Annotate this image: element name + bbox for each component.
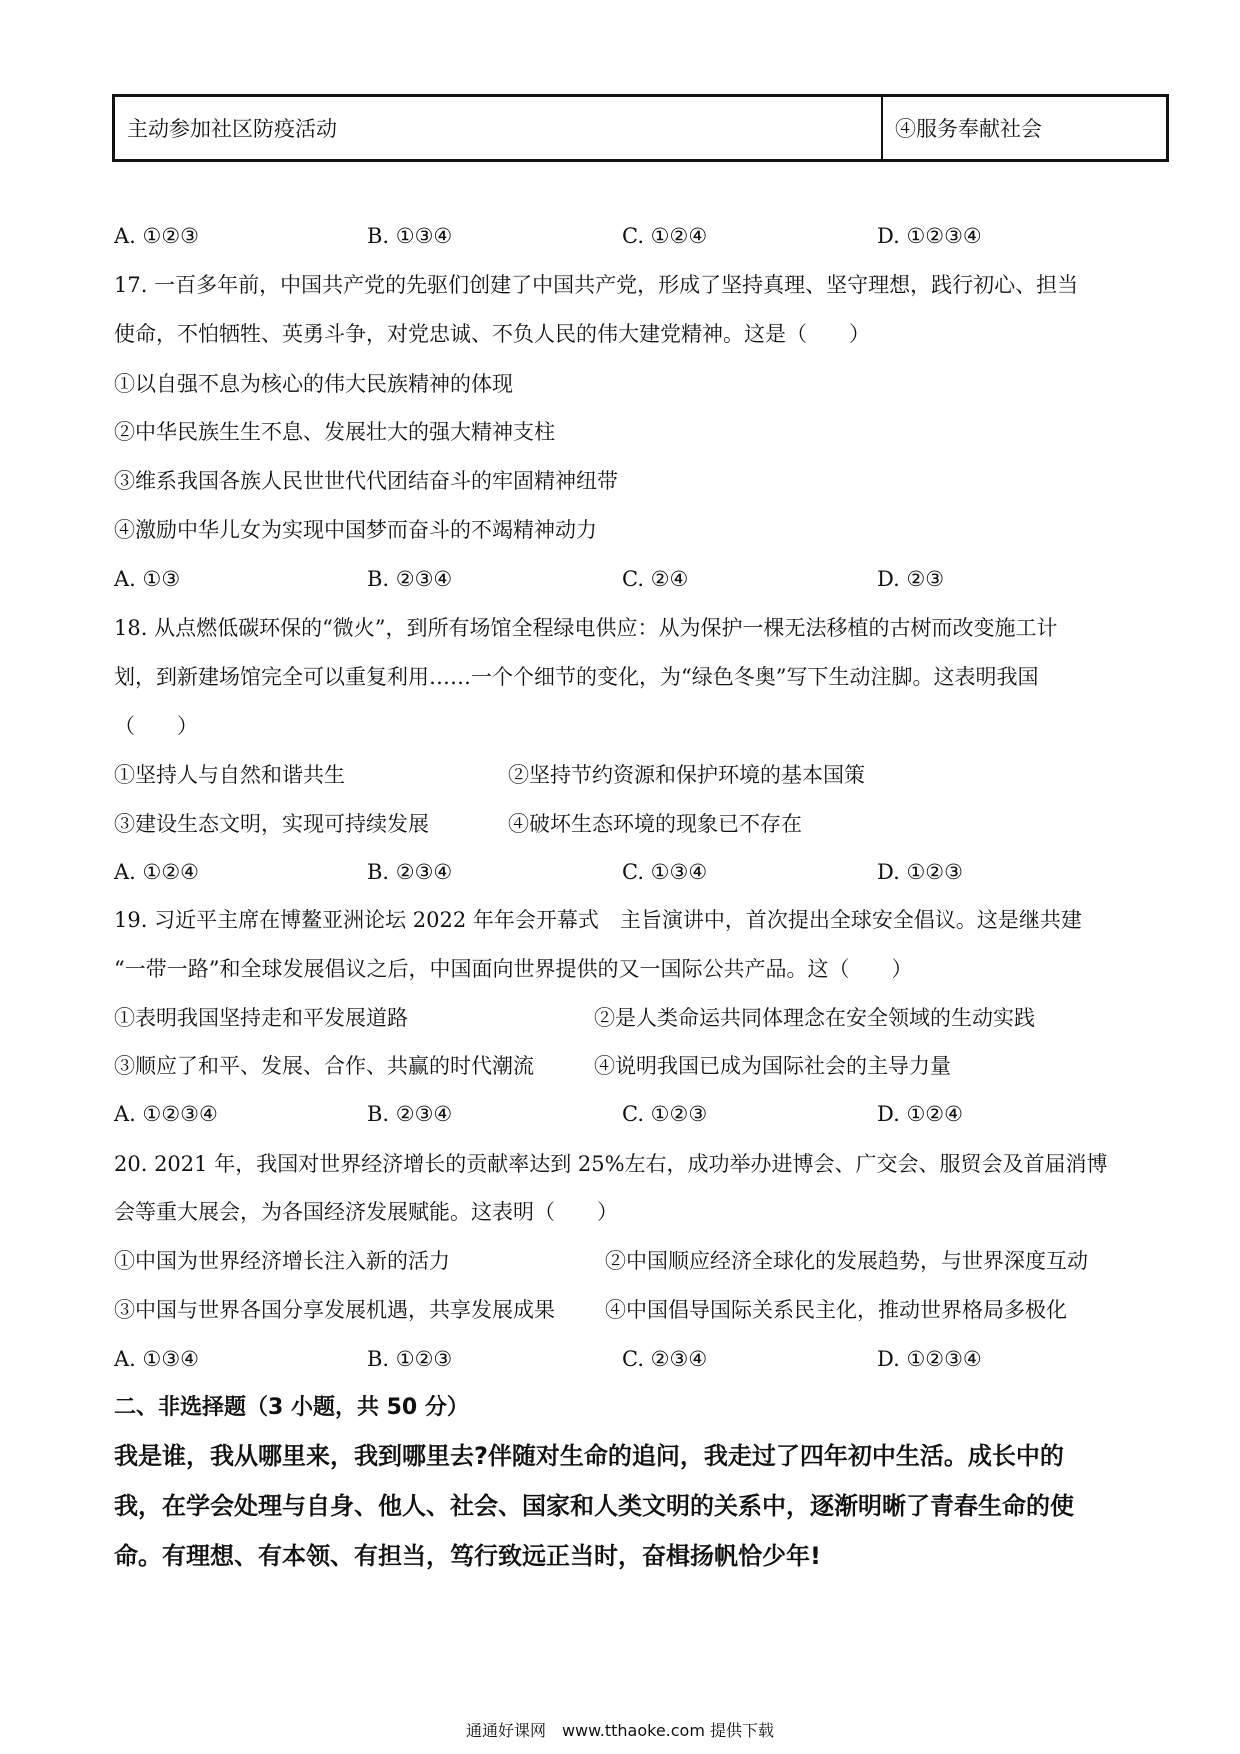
table-cell-left: 主动参加社区防疫活动 (114, 96, 883, 161)
q20-statement-4: ④中国倡导国际关系民主化，推动世界格局多极化 (605, 1298, 1067, 1322)
q17-option-b: B. ②③④ (367, 567, 453, 591)
q18-stem-line-3: （ ） (114, 714, 198, 738)
q18-option-d: D. ①②③ (877, 860, 963, 884)
q19-option-a: A. ①②③④ (114, 1102, 218, 1126)
q16-option-c: C. ①②④ (622, 224, 708, 248)
table-row (114, 96, 1168, 161)
q18-statement-4: ④破坏生态环境的现象已不存在 (508, 812, 802, 836)
q20-statement-2: ②中国顺应经济全球化的发展趋势，与世界深度互动 (605, 1249, 1088, 1273)
q16-option-d: D. ①②③④ (877, 224, 982, 248)
q17-statement-3: ③维系我国各族人民世世代代团结奋斗的牢固精神纽带 (114, 469, 618, 493)
q19-stem-line-2: “一带一路”和全球发展倡议之后，中国面向世界提供的又一国际公共产品。这（ ） (114, 957, 913, 981)
q17-stem-line-2: 使命，不怕牺牲、英勇斗争，对党忠诚、不负人民的伟大建党精神。这是（ ） (114, 322, 870, 346)
q18-statement-2: ②坚持节约资源和保护环境的基本国策 (508, 763, 865, 787)
q17-statement-2: ②中华民族生生不息、发展壮大的强大精神支柱 (114, 420, 555, 444)
q19-statement-2: ②是人类命运共同体理念在安全领域的生动实践 (594, 1006, 1035, 1030)
q19-option-c: C. ①②③ (622, 1102, 708, 1126)
q20-stem-line-1: 20. 2021 年，我国对世界经济增长的贡献率达到 25%左右，成功举办进博会、广交会、服贸会及首届消博 (114, 1152, 1108, 1176)
q19-stem-line-1: 19. 习近平主席在博鳌亚洲论坛 2022 年年会开幕式 主旨演讲中，首次提出全球安全倡议。这是继共建 (114, 908, 1082, 932)
section-paragraph-line-3: 命。有理想、有本领、有担当，笃行致远正当时，奋楫扬帆恰少年! (114, 1542, 821, 1570)
table-cell-right: ④服务奉献社会 (882, 96, 1168, 161)
q18-stem-line-1: 18. 从点燃低碳环保的“微火”，到所有场馆全程绿电供应：从为保护一棵无法移植的古树而改变施工计 (114, 616, 1058, 640)
q20-stem-line-2: 会等重大展会，为各国经济发展赋能。这表明（ ） (114, 1200, 618, 1224)
q18-stem-line-2: 划，到新建场馆完全可以重复利用……一个个细节的变化，为“绿色冬奥”写下生动注脚。这表明我国 (114, 665, 1039, 689)
q18-option-b: B. ②③④ (367, 860, 453, 884)
q20-option-b: B. ①②③ (367, 1347, 453, 1371)
q18-option-a: A. ①②④ (114, 860, 199, 884)
q17-stem-line-1: 17. 一百多年前，中国共产党的先驱们创建了中国共产党，形成了坚持真理、坚守理想，践行初心、担当 (114, 273, 1079, 297)
q19-option-b: B. ②③④ (367, 1102, 453, 1126)
q19-statement-3: ③顺应了和平、发展、合作、共赢的时代潮流 (114, 1054, 534, 1078)
answer-table (112, 94, 1169, 162)
q19-statement-1: ①表明我国坚持走和平发展道路 (114, 1006, 408, 1030)
q18-statement-1: ①坚持人与自然和谐共生 (114, 763, 345, 787)
q17-statement-4: ④激励中华儿女为实现中国梦而奋斗的不竭精神动力 (114, 518, 597, 542)
q16-option-b: B. ①③④ (367, 224, 453, 248)
q18-statement-3: ③建设生态文明，实现可持续发展 (114, 812, 429, 836)
q17-option-a: A. ①③ (114, 567, 181, 591)
q17-option-c: C. ②④ (622, 567, 689, 591)
q20-option-c: C. ②③④ (622, 1347, 708, 1371)
q17-option-d: D. ②③ (877, 567, 945, 591)
q18-option-c: C. ①③④ (622, 860, 708, 884)
q20-option-d: D. ①②③④ (877, 1347, 982, 1371)
q20-statement-1: ①中国为世界经济增长注入新的活力 (114, 1249, 450, 1273)
section-paragraph-line-2: 我，在学会处理与自身、他人、社会、国家和人类文明的关系中，逐渐明晰了青春生命的使 (114, 1492, 1074, 1520)
section-heading: 二、非选择题（3 小题，共 50 分） (114, 1395, 469, 1420)
q16-option-a: A. ①②③ (114, 224, 199, 248)
q20-statement-3: ③中国与世界各国分享发展机遇，共享发展成果 (114, 1298, 555, 1322)
section-paragraph-line-1: 我是谁，我从哪里来，我到哪里去?伴随对生命的追问，我走过了四年初中生活。成长中的 (114, 1442, 1064, 1470)
q17-statement-1: ①以自强不息为核心的伟大民族精神的体现 (114, 372, 513, 396)
q19-option-d: D. ①②④ (877, 1102, 963, 1126)
q20-option-a: A. ①③④ (114, 1347, 199, 1371)
page-footer: 通通好课网 www.tthaoke.com 提供下载 (465, 1721, 775, 1740)
q19-statement-4: ④说明我国已成为国际社会的主导力量 (594, 1054, 951, 1078)
